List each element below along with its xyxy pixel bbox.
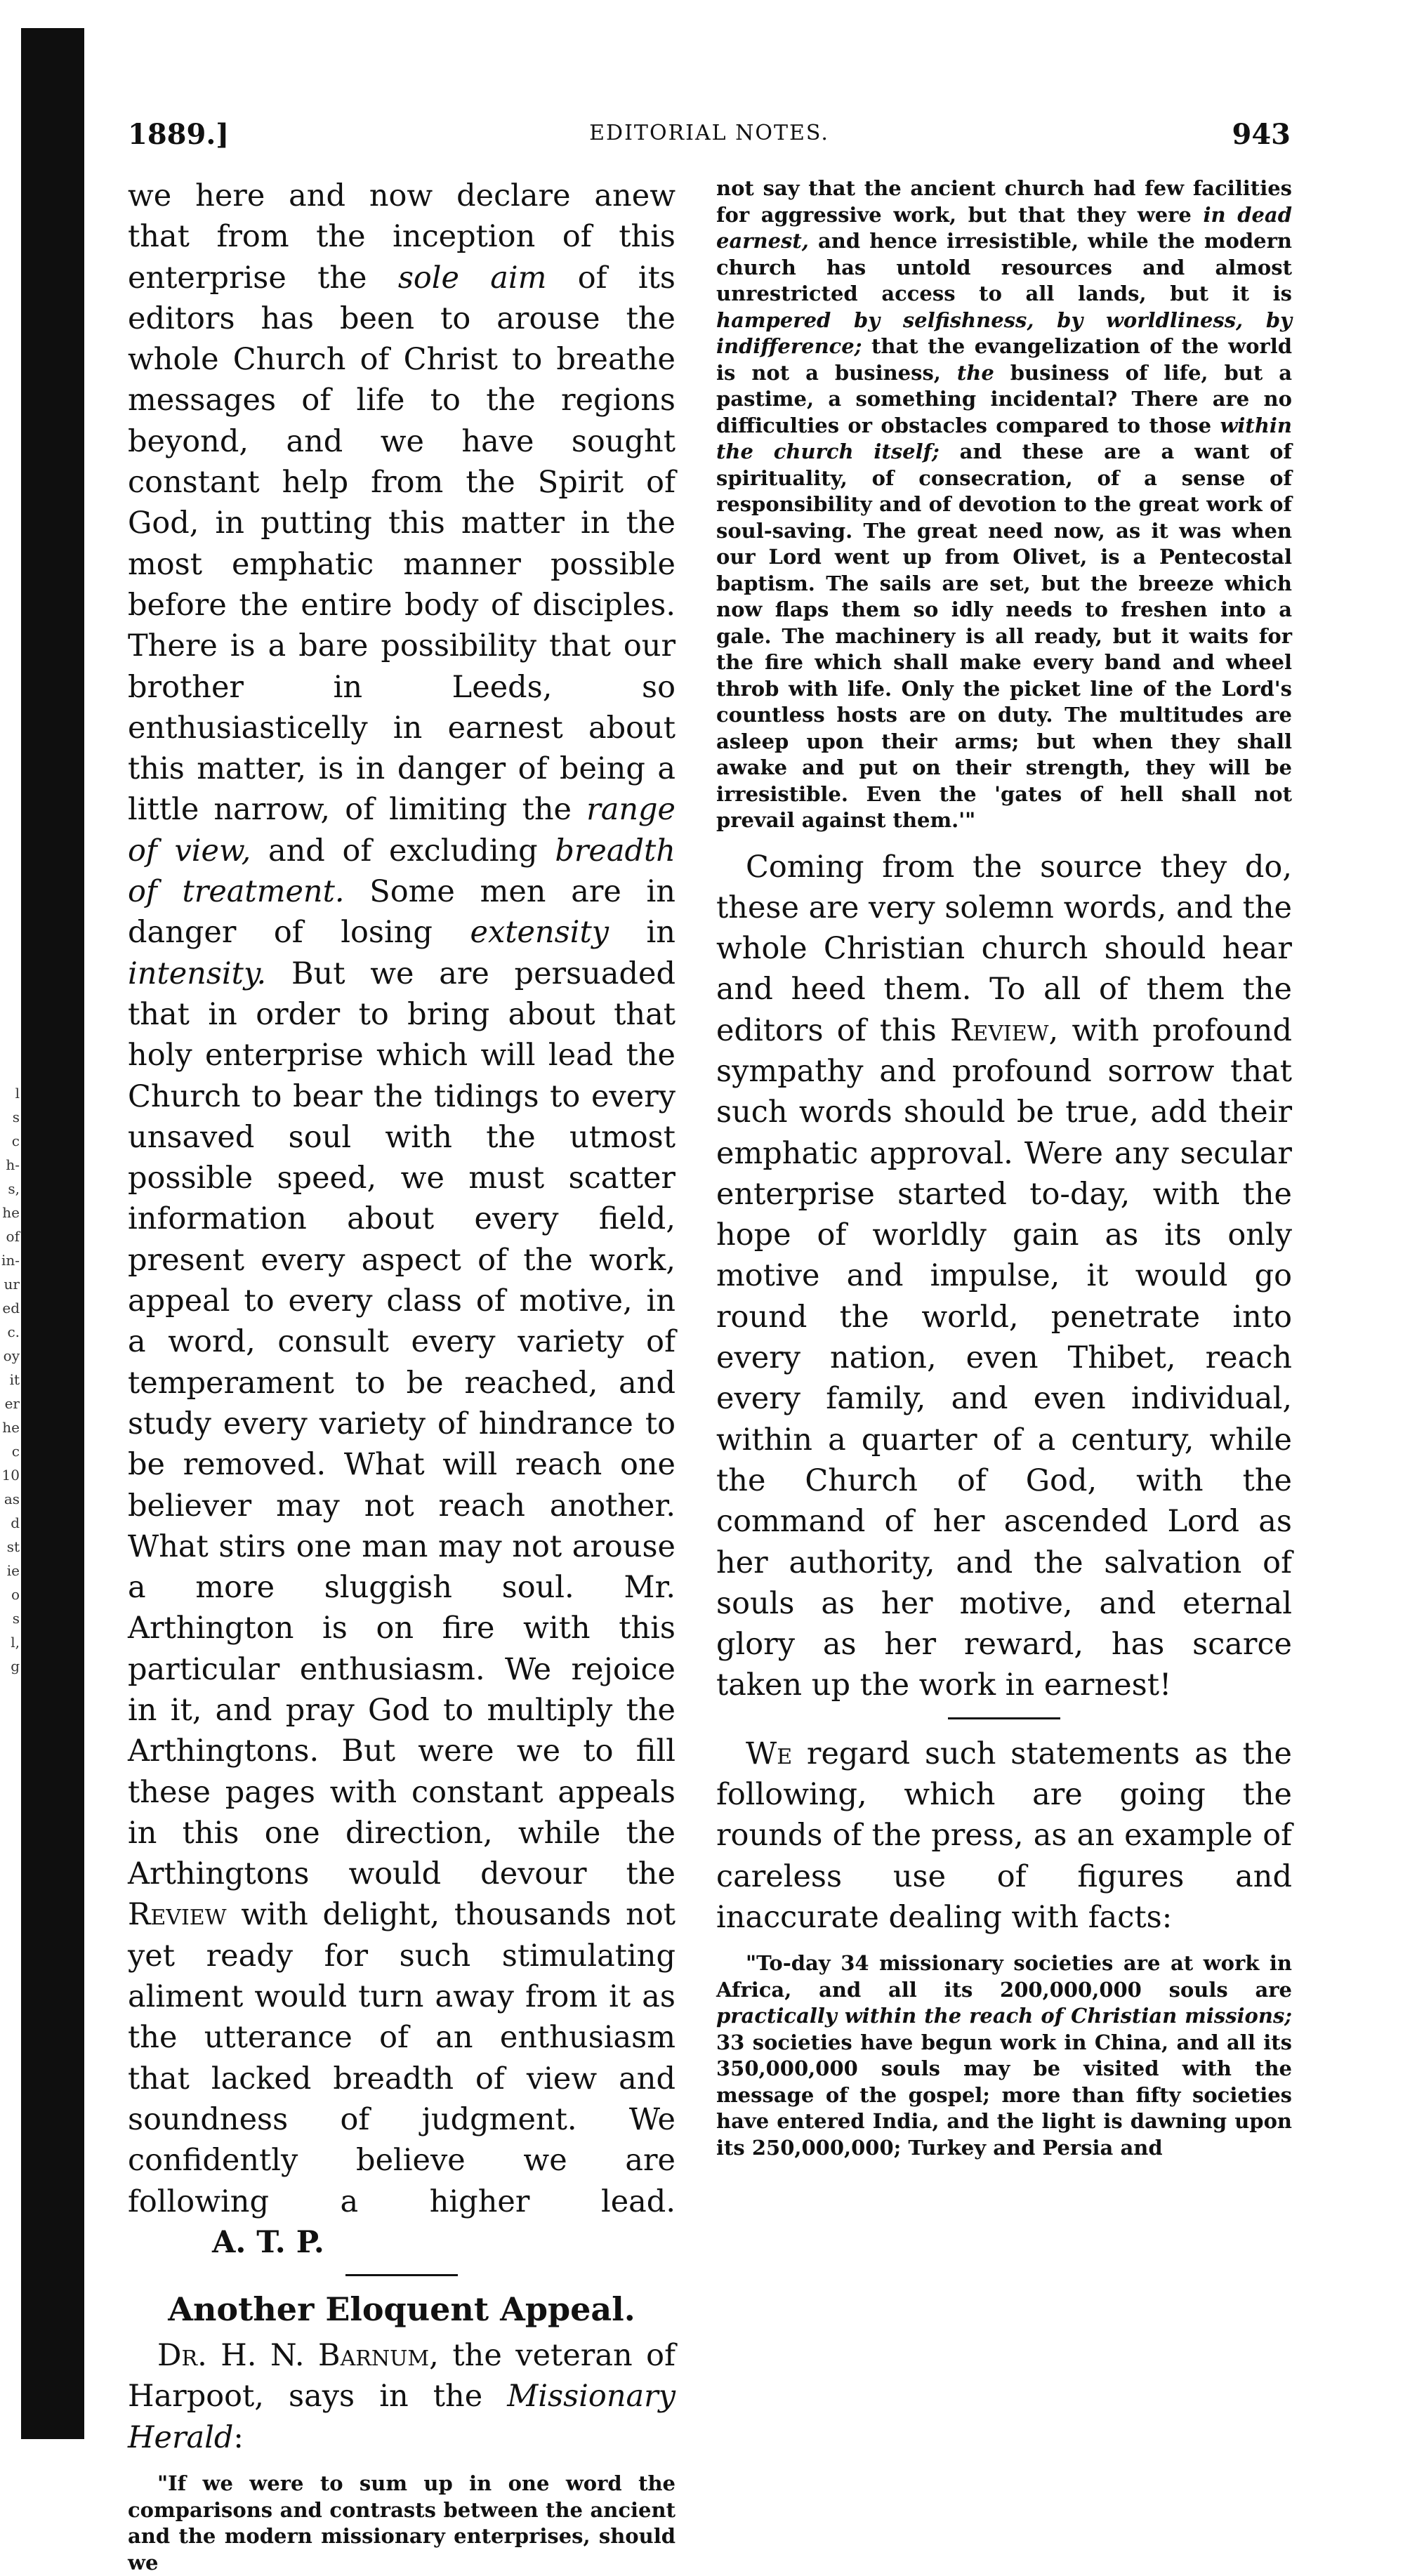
margin-mark: it: [9, 1371, 20, 1388]
binding-shadow: [21, 28, 84, 2439]
margin-mark: ie: [6, 1562, 20, 1579]
emphasis: in dead earnest,: [716, 202, 1292, 253]
margin-fragments: [0, 1081, 20, 1678]
margin-mark: oy: [3, 1347, 20, 1364]
text-run: of its editors has been to arouse the whole Church of Christ to breathe messages of life to the regions beyond, and we have sought constant help from the Spirit of God, in putting this matter in the most emphatic manner possible before the entire body of disciples. There is a bare possibility that our brother in Leeds, so enthusiasticelly in earnest about this matter, is in danger of being a little narrow, of limiting the: [128, 260, 675, 828]
publication-name: Missionary Herald: [128, 2379, 675, 2455]
margin-mark: of: [6, 1228, 20, 1245]
intro-paragraph: [128, 2335, 675, 2458]
text-run: we here and now declare anew that from the inception of this enterprise the: [128, 178, 675, 296]
emphasis: extensity: [470, 915, 609, 951]
author-name: Dr. H. N. Barnum,: [157, 2338, 439, 2374]
quoted-statement: [716, 1950, 1292, 2161]
margin-mark: d: [11, 1514, 20, 1531]
margin-mark: c: [11, 1443, 20, 1460]
text-run: regard such statements as the following, which are going the rounds of the press, as an example of careless use of figures and inaccurate dealing with facts:: [716, 1736, 1292, 1935]
emphasis: range of view,: [128, 792, 675, 868]
text-run: 33 societies have begun work in China, and all its 350,000,000 souls may be visited with the message of the gospel; more than fifty societies have entered India, and the light is dawning upon its 250,000,000; Turkey and Persia and: [716, 2030, 1292, 2160]
margin-mark: ed: [2, 1300, 20, 1316]
margin-mark: c: [11, 1132, 20, 1149]
margin-mark: er: [4, 1395, 20, 1412]
running-header: [128, 118, 1291, 160]
emphasis: practically within the reach of Christian missions;: [716, 2004, 1292, 2028]
journal-name: Review: [128, 1897, 227, 1933]
text-run: in: [609, 915, 676, 951]
text-run: and hence irresistible, while the modern church has untold resources and almost unrestricted access to all lands, but it is: [716, 229, 1292, 305]
header-section-title: EDITORIAL NOTES.: [589, 121, 829, 145]
left-column: [128, 176, 675, 2576]
text-run: Some men are in danger of losing: [128, 874, 675, 951]
margin-mark: s: [12, 1109, 20, 1125]
text-run: with delight, thousands not yet ready for such stimulating aliment would turn away from it as the utterance of an enthusiasm that lacked breadth of view and soundness of judgment. We confidently believe we are following a higher lead.: [128, 1897, 675, 2219]
text-run: that the evangelization of the world is not a business,: [716, 334, 1292, 385]
quotation-continued: [716, 176, 1292, 834]
margin-mark: as: [4, 1491, 20, 1507]
emphasis: within the church itself;: [716, 413, 1292, 463]
text-run: not say that the ancient church had few facilities for aggressive work, but that they were: [716, 176, 1292, 227]
page-number: 943: [1232, 118, 1291, 151]
statements-paragraph: [716, 1733, 1292, 1938]
author-signature: A. T. P.: [212, 2224, 324, 2260]
emphasis: sole aim: [397, 260, 547, 296]
margin-mark: st: [6, 1538, 20, 1555]
text-run: and these are a want of spirituality, of consecration, of a sense of responsibility and of devotion to the great work of soul-saving. The great need now, as it was when our Lord went up from Olivet, is a Pentecostal baptism. The sails are set, but the breeze which now flaps them so idly needs to freshen into a gale. The machinery is all ready, but it waits for the fire which shall make every band and wheel throb with life. Only the picket line of the Lord's countless hosts are on duty. The multitudes are asleep upon their arms; but when they shall awake and put on their strength, they will be irresistible. Even the 'gates of hell shall not prevail against them.'": [716, 440, 1292, 832]
margin-mark: he: [2, 1419, 20, 1436]
section-divider: [948, 1717, 1060, 1719]
text-run: "To-day 34 missionary societies are at work in Africa, and all its 200,000,000 souls are: [716, 1951, 1292, 2002]
margin-mark: s: [12, 1610, 20, 1627]
text-run: and of excluding: [251, 833, 555, 868]
emphasis: breadth of treatment.: [128, 833, 675, 910]
emphasis: the: [956, 360, 994, 385]
text-run: Coming from the source they do, these are very solemn words, and the whole Christian church should hear and heed them. To all of them the editors of this: [716, 849, 1292, 1048]
text-run: , with profound sympathy and profound sorrow that such words should be true, add their emphatic approval. Were any secular enterprise started to-day, with the hope of worldly gain as its only motive and impulse, it would go round the world, penetrate into every nation, even Thibet, reach every family, and even individual, within a quarter of a century, while the Church of God, with the command of her ascended Lord as her authority, and the salvation of souls as her motive, and eternal glory as her reward, has scarce taken up the work in earnest!: [716, 1012, 1292, 1703]
margin-mark: l: [15, 1085, 20, 1102]
emphasis: intensity.: [128, 956, 267, 991]
margin-mark: g: [11, 1658, 20, 1675]
margin-mark: s,: [8, 1180, 20, 1197]
section-heading: Another Eloquent Appeal.: [168, 2290, 635, 2329]
margin-mark: he: [2, 1204, 20, 1221]
margin-mark: in-: [1, 1252, 20, 1269]
right-column: [716, 176, 1292, 2161]
text-run: the veteran of Harpoot, says in the: [128, 2338, 675, 2415]
commentary-paragraph: [716, 847, 1292, 1706]
emphasis: hampered by selfishness, by worldliness, by indifference;: [716, 308, 1292, 358]
margin-mark: c.: [7, 1323, 20, 1340]
lead-word: We: [746, 1736, 793, 1771]
editorial-paragraph: [128, 176, 675, 2263]
section-divider: [345, 2274, 458, 2276]
margin-mark: o: [11, 1586, 20, 1603]
margin-mark: 10: [1, 1467, 20, 1484]
margin-mark: l,: [11, 1634, 20, 1651]
quotation-paragraph: "If we were to sum up in one word the comparisons and contrasts between the ancient and the modern missionary enterprises, should we: [128, 2471, 675, 2575]
journal-name: Review: [949, 1012, 1049, 1048]
header-year: 1889.]: [128, 118, 230, 151]
margin-mark: ur: [4, 1276, 20, 1293]
text-run: business of life, but a pastime, a something incidental? There are no difficulties or obstacles compared to those: [716, 360, 1292, 437]
text-run: But we are persuaded that in order to bring about that holy enterprise which will lead the Church to bear the tidings to every unsaved soul with the utmost possible speed, we must scatter information about every field, present every aspect of the work, appeal to every class of motive, in a word, consult every variety of temperament to be reached, and study every variety of hindrance to be removed. What will reach one believer may not reach another. What stirs one man may not arouse a more sluggish soul. Mr. Arthington is on fire with this particular enthusiasm. We rejoice in it, and pray God to multiply the Arthingtons. But were we to fill these pages with constant appeals in this one direction, while the Arthingtons would devour the: [128, 956, 675, 1892]
margin-mark: h-: [6, 1156, 20, 1173]
text-run: :: [233, 2419, 244, 2455]
